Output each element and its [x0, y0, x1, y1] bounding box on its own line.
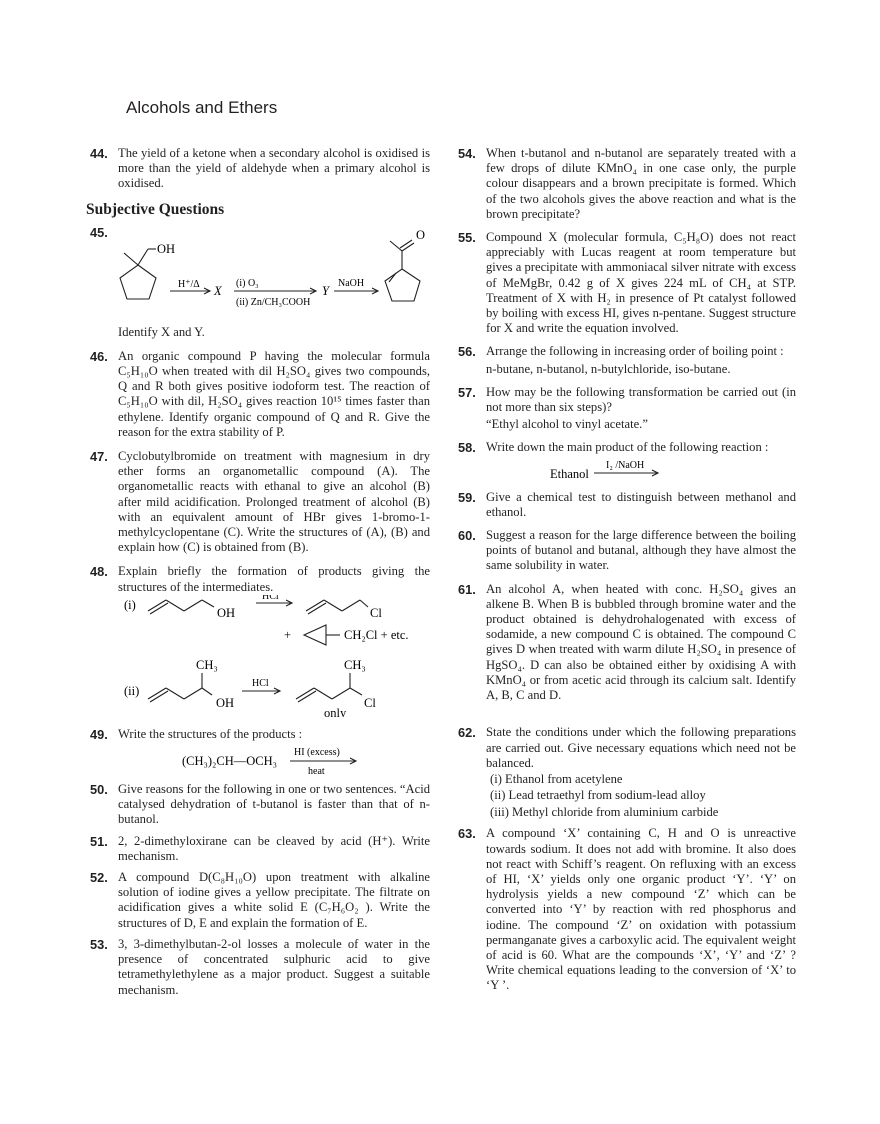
left-column	[86, 146, 430, 998]
ch2cl-label: CH₂Cl + etc.	[344, 627, 409, 642]
question-number: 46.	[90, 348, 108, 364]
question-text: 3, 3-dimethylbutan-2-ol losses a molecule of water in the presence of concentrated sulphuric acid to give tetramethylethylene as a major product. Suggest a suitable mechanism.	[118, 936, 430, 997]
question-text: Give reasons for the following in one or two sentences. “Acid catalysed dehydration of t-butanol is faster than that of n-butanol.	[118, 782, 430, 827]
list-item: (iii) Methyl chloride from aluminium carbide	[490, 804, 719, 819]
question-text: How may be the following transformation be carried out (in not more than six steps)?	[486, 384, 796, 415]
question-60	[454, 528, 796, 574]
question-52	[86, 870, 430, 931]
reaction-diagram	[86, 595, 430, 717]
acid-heat-label: H⁺/Δ	[178, 278, 200, 290]
ozone-label: (i) O₃	[236, 277, 259, 289]
question-number: 58.	[458, 440, 476, 456]
right-column	[454, 146, 796, 994]
cl-label: Cl	[364, 695, 376, 710]
reaction-58	[454, 456, 796, 484]
section-title: Subjective Questions	[86, 200, 225, 218]
hcl-label: HCl	[252, 677, 269, 689]
question-text: The yield of a ketone when a secondary alcohol is oxidised is more than the yield of aldehyde when a primary alcohol is oxidised.	[118, 146, 430, 191]
cyclopentane-ring	[120, 265, 156, 299]
question-50	[86, 782, 430, 828]
question-number: 56.	[458, 344, 476, 360]
question-number: 60.	[458, 528, 476, 544]
cyclopentene-ring	[385, 269, 420, 301]
question-text: Suggest a reason for the large difference between the boiling points of butanol and butanal, although they have almost the same solubility in water.	[486, 528, 796, 573]
running-header: Alcohols and Ethers	[126, 98, 278, 117]
question-text: Compound X (molecular formula, C₅H₈O) does not react appreciably with Lucas reagent at room temperature but gives a precipitate with ammoniacal silver nitrate with excess of MeMgBr, 0.42 g of X gives 224 mL of CH₄ at STP. Treatment of X with H₂ in presence of Pt catalyst followed by boiling with excess HI, gives n-pentane. Suggest structure for X and write the equation involved.	[486, 230, 796, 336]
question-number: 48.	[90, 564, 108, 580]
question-text: Identify X and Y.	[118, 324, 205, 339]
condition-label: heat	[308, 766, 325, 777]
question-text: When t-butanol and n-butanol are separately treated with a few drops of dilute KMnO₄ in one case only, the purple colour disappears and a brown precipitate is formed. Which of the two alcohols gives the above reaction and what is the brown precipitate?	[486, 146, 796, 221]
reaction-scheme-45	[86, 225, 430, 317]
reagent-label: I₂ /NaOH	[606, 459, 645, 471]
question-56	[454, 344, 796, 376]
reagent-label: HI (excess)	[294, 747, 340, 759]
question-text: Give a chemical test to distinguish between methanol and ethanol.	[486, 489, 796, 519]
question-51	[86, 834, 430, 864]
list-item: (ii) Lead tetraethyl from sodium-lead alloy	[490, 788, 706, 803]
question-58	[454, 440, 796, 483]
question-number: 63.	[458, 826, 476, 842]
question-subtext: “Ethyl alcohol to vinyl acetate.”	[486, 417, 648, 432]
reaction-49	[86, 742, 430, 776]
question-text: A compound D(C₈H₁₀O) upon treatment with alkaline solution of iodine gives a yellow precipitate. The filtrate on acidification gives a white solid E (C₇H₆O₂ ). Write the structures of D, E and explain the formation of E.	[118, 870, 430, 930]
question-number: 44.	[90, 146, 108, 161]
question-number: 61.	[458, 581, 476, 597]
label-ii: (ii)	[124, 683, 140, 698]
question-63	[454, 826, 796, 993]
ch3-label: CH₃	[196, 657, 218, 672]
question-59	[454, 490, 796, 520]
question-number: 49.	[90, 726, 108, 742]
question-53	[86, 937, 430, 998]
oxygen-label: O	[416, 227, 426, 242]
question-49	[86, 727, 430, 776]
cl-label: Cl	[370, 605, 382, 620]
question-number: 59.	[458, 489, 476, 505]
zinc-label: (ii) Zn/CH₃COOH	[236, 296, 311, 308]
question-54	[454, 146, 796, 222]
naoh-label: NaOH	[338, 277, 365, 289]
question-45	[86, 225, 430, 340]
question-text: 2, 2-dimethyloxirane can be cleaved by acid (H⁺). Write mechanism.	[118, 833, 430, 863]
list-item: (i) Ethanol from acetylene	[490, 771, 623, 786]
question-text: Cyclobutylbromide on treatment with magnesium in dry ether forms an organometallic compound (A). The organometallic reacts with ethanal to give an alcohol (B) after mild acidification. Prolonged treatment of alcohol (B) with an equivalent amount of HBr gives 1-bromo-1-methylcyclopentane (C). Write the structures of (A), (B) and explain how (C) is obtained from (B).	[118, 449, 430, 555]
question-62	[454, 725, 796, 820]
question-text: Write down the main product of the following reaction :	[486, 440, 769, 455]
question-text: A compound ‘X’ containing C, H and O is unreactive towards sodium. It does not add with bromine. It also does not react with Schiff’s reagent. On refluxing with an excess of HI, ‘X’ yields only one organic product ‘Y’. ‘Y’ on hydrolysis yields a new compound ‘Z’ which can be converted into ‘Y’ by reaction with red phosphorus and iodine. The compound ‘Z’ on oxidation with potassium permanganate gives a carboxylic acid. The equivalent weight of acid is 60. What are the compounds ‘X’, ‘Y’ and ‘Z’ ? Write chemical equations leading to the conversion of ‘X’ to ‘Y ’.	[486, 826, 796, 993]
reaction-diagram	[86, 225, 430, 317]
oh-label: OH	[157, 241, 176, 256]
oh-label: OH	[217, 605, 236, 620]
reaction-diagram	[86, 742, 430, 776]
question-number: 54.	[458, 146, 476, 161]
question-number: 50.	[90, 782, 108, 798]
only-label: only	[324, 705, 347, 717]
question-number: 53.	[90, 936, 108, 952]
question-55	[454, 230, 796, 336]
question-47	[86, 449, 430, 555]
question-text: Arrange the following in increasing order of boiling point :	[486, 344, 784, 359]
ethanol-label: Ethanol	[550, 466, 589, 481]
hcl-label: HCl	[262, 594, 279, 602]
question-46	[86, 349, 430, 440]
question-number: 55.	[458, 230, 476, 246]
reactant-formula: (CH₃)₂CH—OCH₃	[182, 754, 278, 769]
question-57	[454, 385, 796, 433]
label-i: (i)	[124, 597, 136, 612]
question-48	[86, 564, 430, 716]
question-text: Write the structures of the products :	[118, 726, 303, 741]
question-number: 47.	[90, 449, 108, 465]
plus-sign: +	[284, 627, 292, 642]
question-44	[86, 146, 430, 192]
question-number: 51.	[90, 833, 108, 849]
question-number: 62.	[458, 725, 476, 741]
x-label: X	[214, 283, 222, 298]
question-number: 45.	[90, 224, 108, 240]
y-label: Y	[322, 283, 329, 298]
reaction-diagram	[454, 456, 796, 484]
question-text: An organic compound P having the molecular formula C₅H₁₀O when treated with dil H₂SO₄ gives two compounds, Q and R both gives positive iodoform test. The reaction of C₅H₁₀O with dil, H₂SO₄ gives reaction 10¹⁵ times faster than ethylene. Identify organic compound of Q and R. Give the reason for the extra stability of P.	[118, 348, 430, 439]
reaction-scheme-48	[86, 595, 430, 717]
question-number: 57.	[458, 384, 476, 400]
ch3-label: CH₃	[344, 657, 366, 672]
question-text: State the conditions under which the following preparations are carried out. Give necessary equations which need not be balanced.	[486, 725, 796, 770]
question-61	[454, 582, 796, 704]
oh-label: OH	[216, 695, 235, 710]
question-number: 52.	[90, 870, 108, 886]
question-subtext: n-butane, n-butanol, n-butylchloride, iso-butane.	[486, 361, 731, 376]
question-text: Explain briefly the formation of products giving the structures of the intermediates.	[118, 564, 430, 594]
question-text: An alcohol A, when heated with conc. H₂SO₄ gives an alkene B. When B is bubbled through bromine water and the product obtained is dehydrohalogenated with excess of sodamide, a new compound C is obtained. The compound C gives D when treated with warm dilute H₂SO₄ in presence of HgSO₄. D can also be obtained either by oxidising A with KMnO₄ or from acetic acid through its calcium salt. Identify A, B, C and D.	[486, 581, 796, 703]
